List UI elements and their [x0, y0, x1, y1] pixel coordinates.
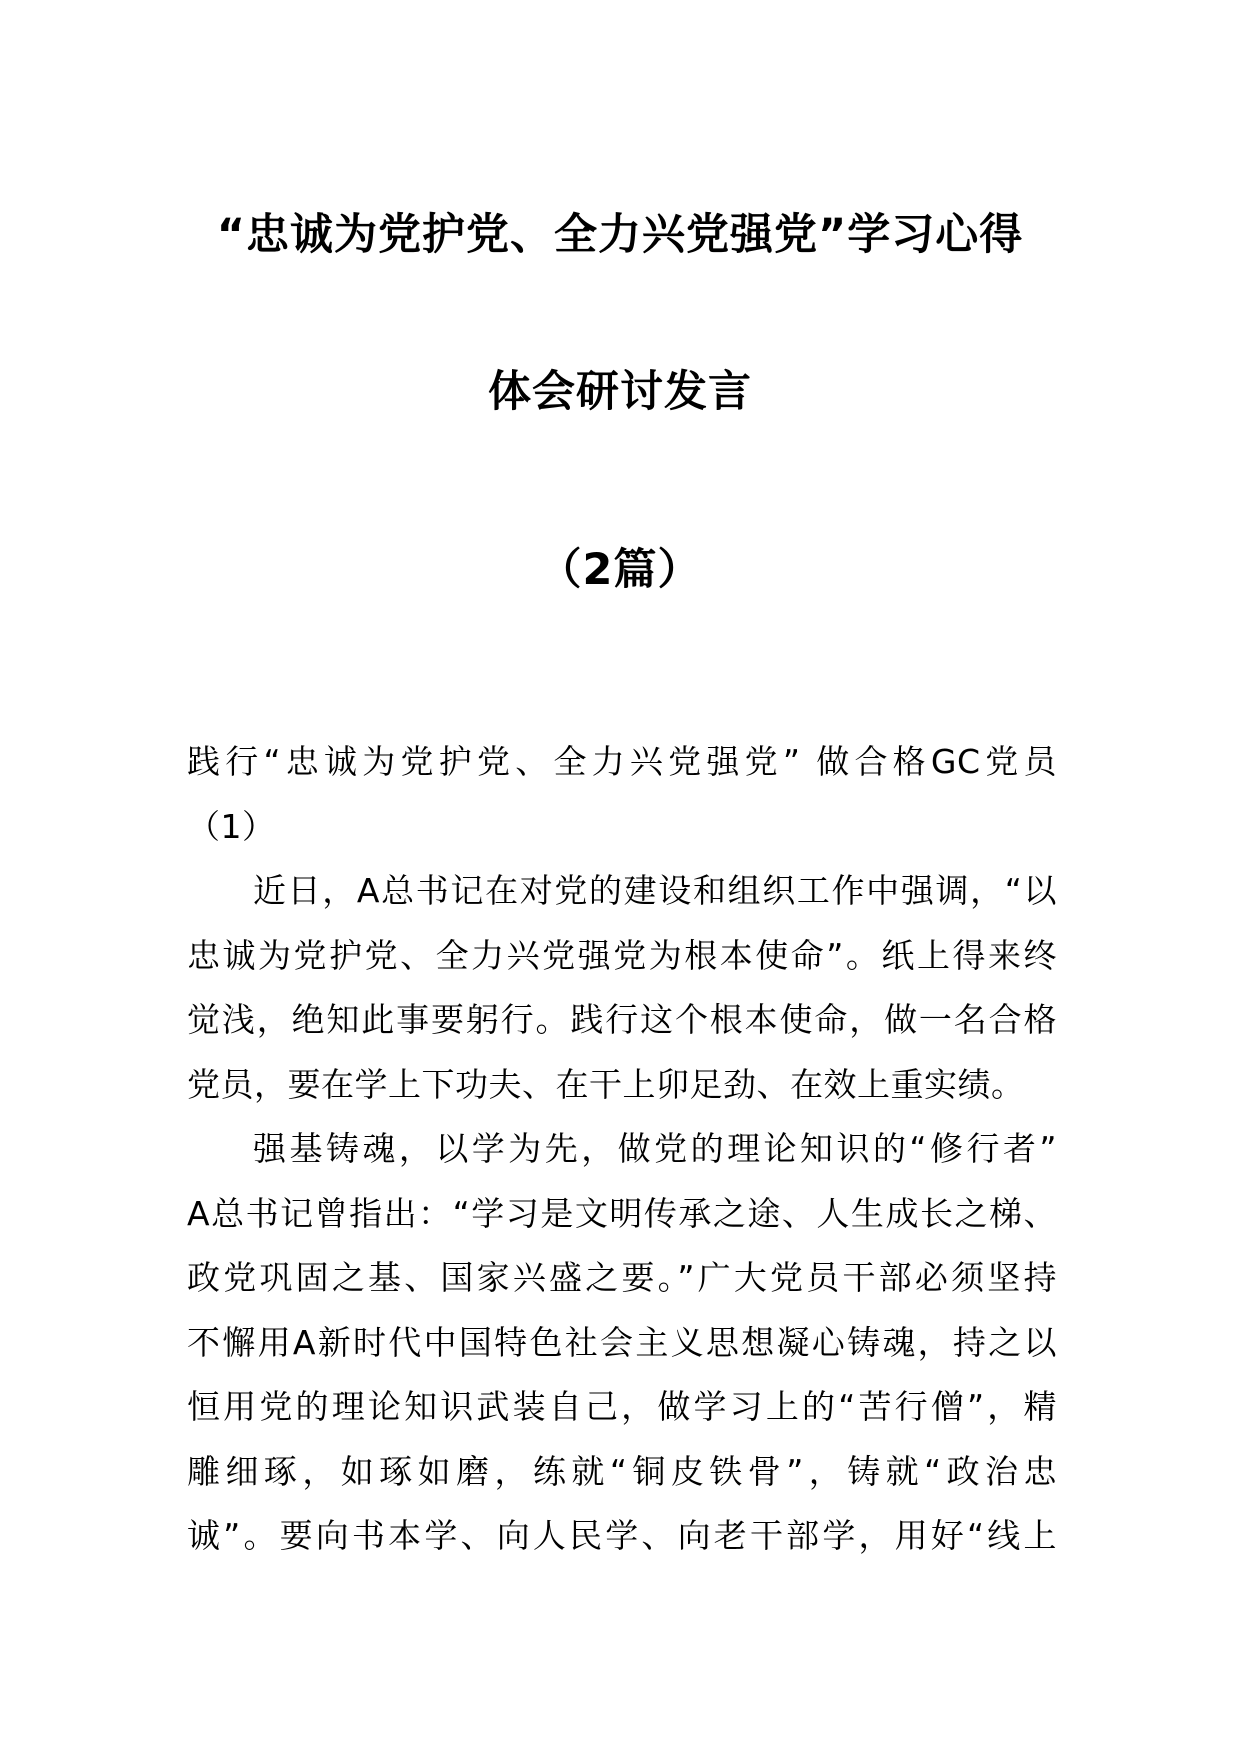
paragraph-line: 近日，A总书记在对党的建设和组织工作中强调，“以: [253, 871, 1057, 910]
document-title-line-1: “忠诚为党护党、全力兴党强党”学习心得: [216, 210, 1024, 260]
paragraph-line: 恒用党的理论知识武装自己，做学习上的“苦行僧”，精: [187, 1387, 1057, 1426]
paragraph-line: A总书记曾指出：“学习是文明传承之途、人生成长之梯、: [187, 1193, 1057, 1233]
document-title-line-2: 体会研讨发言: [488, 367, 752, 417]
paragraph-line: 政党巩固之基、国家兴盛之要。”广大党员干部必须坚持: [187, 1258, 1057, 1297]
paragraph-line: 党员，要在学上下功夫、在干上卯足劲、在效上重实绩。: [187, 1064, 1025, 1104]
paragraph-line: 雕细琢，如琢如磨，练就“铜皮铁骨”，铸就“政治忠: [187, 1451, 1057, 1491]
document-body: [187, 730, 1057, 1569]
article-heading: 践行“忠诚为党护党、全力兴党强党” 做合格GC党员: [187, 742, 1057, 781]
paragraph-line: 觉浅，绝知此事要躬行。践行这个根本使命，做一名合格: [187, 1000, 1057, 1039]
article-number: （1）: [187, 806, 276, 846]
paragraph-line: 忠诚为党护党、全力兴党强党为根本使命”。纸上得来终: [187, 935, 1057, 975]
document-title-count: （2篇）: [538, 545, 702, 595]
paragraph-line: 不懈用A新时代中国特色社会主义思想凝心铸魂，持之以: [187, 1322, 1057, 1362]
paragraph-line: 诚”。要向书本学、向人民学、向老干部学，用好“线上: [187, 1516, 1057, 1555]
section-heading: 强基铸魂，以学为先，做党的理论知识的“修行者”: [253, 1129, 1057, 1168]
